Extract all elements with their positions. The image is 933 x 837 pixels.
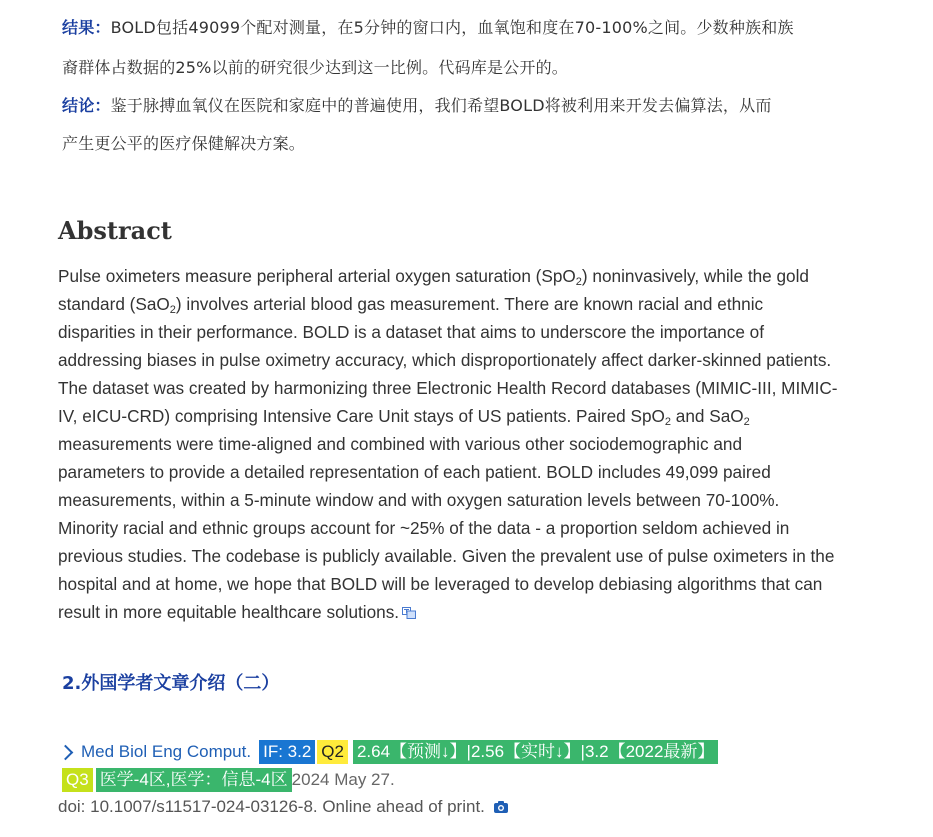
conclusion-line-2: 产生更公平的医疗保健解决方案。 [62,134,306,153]
journal-name-link[interactable]: Med Biol Eng Comput. [81,742,252,761]
abstract-line: The dataset was created by harmonizing three Electronic Health Record databases (MIMIC-III, MIMIC- [58,378,838,398]
abstract-heading: Abstract [58,216,172,245]
abstract-line [58,290,908,318]
subscript: 2 [743,416,750,428]
publication-date: 2024 May 27. [291,770,395,789]
abstract-text: ) noninvasively, while the gold [581,266,809,286]
abstract-text: result in more equitable healthcare solutions. [58,602,400,622]
abstract-text: and SaO [671,406,744,426]
camera-icon[interactable] [493,800,509,814]
abstract-line [58,402,908,430]
metrics-badge: 2.64【预测↓】|2.56【实时↓】|3.2【2022最新】 [353,740,718,764]
abstract-line: measurements, within a 5-minute window and with oxygen saturation levels between 70-100%. [58,490,780,510]
abstract-line: addressing biases in pulse oximetry accuracy, which disproportionately affect darker-skinned patients. [58,350,832,370]
abstract-text: IV, eICU-CRD) comprising Intensive Care Unit stays of US patients. Paired SpO [58,406,665,426]
subscript: 2 [169,304,176,316]
results-line-1 [62,15,902,38]
translate-icon[interactable] [402,607,416,619]
chevron-right-icon[interactable] [58,744,74,760]
conclusion-label: 结论： [62,96,111,115]
quartile-q3-badge: Q3 [62,768,93,792]
subscript: 2 [664,416,672,428]
abstract-text: standard (SaO [58,294,170,314]
zone-badge: 医学-4区,医学：信息-4区 [96,768,292,792]
abstract-line: disparities in their performance. BOLD is a dataset that aims to underscore the importance of [58,322,764,342]
abstract-line [58,598,908,626]
subscript: 2 [575,276,582,288]
impact-factor-badge: IF: 3.2 [259,740,315,764]
abstract-line: previous studies. The codebase is publicly available. Given the prevalent use of pulse oximeters in the [58,546,835,566]
conclusion-text-1: 鉴于脉搏血氧仪在医院和家庭中的普遍使用，我们希望BOLD将被利用来开发去偏算法，从而 [110,96,772,115]
abstract-line: Minority racial and ethnic groups account for ~25% of the data - a proportion seldom achieved in [58,518,790,538]
results-label: 结果： [62,18,111,37]
abstract-line [58,262,908,290]
quartile-q2-badge: Q2 [317,740,348,764]
results-text-1: BOLD包括49099个配对测量，在5分钟的窗口内，血氧饱和度在70-100%之间。少数种族和族 [110,18,794,37]
doi-row [58,797,509,817]
abstract-body [58,262,908,626]
results-line-2: 裔群体占数据的25%以前的研究很少达到这一比例。代码库是公开的。 [62,58,568,77]
abstract-text: ) involves arterial blood gas measurement. There are known racial and ethnic [175,294,764,314]
abstract-line: hospital and at home, we hope that BOLD will be leveraged to develop debiasing algorithms that can [58,574,823,594]
journal-info-row [58,739,718,765]
doi-text: doi: 10.1007/s11517-024-03126-8. Online ahead of print. [58,797,485,816]
abstract-line: measurements were time-aligned and combined with various other sociodemographic and [58,434,743,454]
journal-zone-row [58,767,395,793]
section-heading: 2.外国学者文章介绍（二） [62,673,280,694]
abstract-text: Pulse oximeters measure peripheral arterial oxygen saturation (SpO [58,266,576,286]
conclusion-line-1 [62,93,902,116]
abstract-line: parameters to provide a detailed representation of each patient. BOLD includes 49,099 paired [58,462,771,482]
